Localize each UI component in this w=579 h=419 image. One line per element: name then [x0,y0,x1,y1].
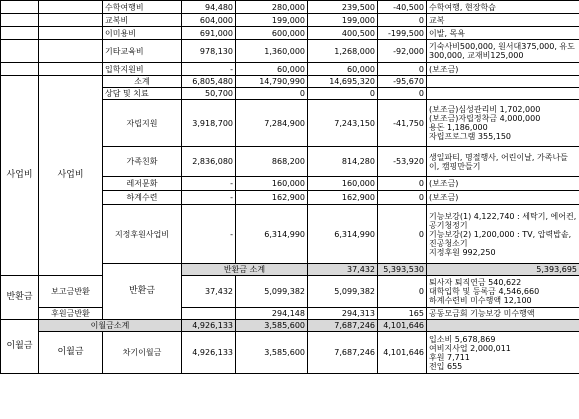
prev-amount [182,308,236,320]
section-refund-outer: 반환금 [103,264,182,320]
row-label: 소계 [103,76,182,88]
section-refund-inner: 반환금 [1,276,39,320]
prev-amount: - [182,177,236,191]
budget-amount: 280,000 [236,1,308,14]
budget-amount: 199,000 [236,14,308,27]
row-label: 지정후원사업비 [103,205,182,264]
difference: 0 [378,14,427,27]
budget-amount: 294,148 [236,308,308,320]
row-label: 교복비 [103,14,182,27]
settled-amount: 400,500 [308,27,378,40]
note: 입소비 5,678,869 여비지사업 2,000,011 후원 7,711 전입 655 [427,332,579,374]
row-label: 자립지원 [103,100,182,147]
note: 기숙사비500,000, 원서대375,000, 유도300,000, 교재비125,000 [427,40,579,63]
row-label: 입학지원비 [103,63,182,76]
settled-amount: 7,687,246 [308,332,378,374]
prev-amount: 978,130 [182,40,236,63]
prev-amount: - [182,191,236,205]
row-label: 수학여행비 [103,1,182,14]
settled-amount: 7,687,246 [308,320,378,332]
table-row [1,27,579,40]
budget-amount: 3,585,600 [236,320,308,332]
row-label: 차기이월금 [103,332,182,374]
settled-amount: 814,280 [308,147,378,177]
difference: 0 [378,276,427,308]
prev-amount: - [182,205,236,264]
settled-amount: 162,900 [308,191,378,205]
table-row [1,40,579,63]
settled-amount: 0 [308,88,378,100]
budget-amount: 6,314,990 [236,205,308,264]
row-label: 이미용비 [103,27,182,40]
table-row [1,332,579,374]
prev-amount: 37,432 [308,264,378,276]
difference: -41,750 [378,100,427,147]
section-business-inner: 사업비 [39,76,103,276]
prev-amount: - [182,63,236,76]
budget-amount: 14,790,990 [236,76,308,88]
row-label: 이월금소계 [39,320,182,332]
row-label: 레저문화 [103,177,182,191]
note: (보조금) [427,177,579,191]
settled-amount: 5,393,695 [427,264,579,276]
table-row [1,14,579,27]
note: 퇴사자 퇴직연금 540,622 대학입학 및 등록금 4,546,660 하계수련비 미수행액 12,100 [427,276,579,308]
row-label: 보고금반환 [39,276,103,308]
budget-amount: 7,284,900 [236,100,308,147]
difference: -92,000 [378,40,427,63]
note: 이발, 목욕 [427,27,579,40]
settled-amount: 199,000 [308,14,378,27]
budget-amount: 160,000 [236,177,308,191]
row-label: 상담 및 치료 [103,88,182,100]
row-label: 후원금반환 [39,308,103,320]
note [427,88,579,100]
difference: -40,500 [378,1,427,14]
prev-amount: 2,836,080 [182,147,236,177]
prev-amount: 37,432 [182,276,236,308]
note: (보조금)심성관리비 1,702,000 (보조금)자립정착금 4,000,000 용돈 1,186,000 자립프로그램 355,150 [427,100,579,147]
prev-amount: 6,805,480 [182,76,236,88]
table-row [1,276,579,308]
note: 생일파티, 명절행사, 어린이날, 가족나들이, 캠핑만들기 [427,147,579,177]
settled-amount: 5,099,382 [308,276,378,308]
note: (보조금) [427,63,579,76]
settled-amount: 7,243,150 [308,100,378,147]
budget-amount: 5,393,530 [378,264,427,276]
settled-amount: 60,000 [308,63,378,76]
prev-amount: 94,480 [182,1,236,14]
prev-amount: 4,926,133 [182,320,236,332]
row-label: 반환금 소계 [182,264,308,276]
budget-amount: 0 [236,88,308,100]
table-row [1,63,579,76]
difference: -199,500 [378,27,427,40]
budget-amount: 600,000 [236,27,308,40]
difference: 165 [378,308,427,320]
section-carryover-inner: 이월금 [39,332,103,374]
difference: 4,101,646 [378,332,427,374]
difference: -53,920 [378,147,427,177]
row-label: 기타교육비 [103,40,182,63]
table-row [1,308,579,320]
difference: 0 [378,191,427,205]
difference: 0 [378,63,427,76]
difference: 0 [378,205,427,264]
section-carryover-outer: 이월금 [1,320,39,374]
settled-amount: 14,695,320 [308,76,378,88]
prev-amount: 691,000 [182,27,236,40]
difference: 4,101,646 [378,320,427,332]
note: 수학여행, 현장학습 [427,1,579,14]
row-label: 가족친화 [103,147,182,177]
budget-amount: 162,900 [236,191,308,205]
prev-amount: 604,000 [182,14,236,27]
settled-amount: 6,314,990 [308,205,378,264]
difference: -95,670 [378,76,427,88]
settled-amount: 239,500 [308,1,378,14]
note: 교복 [427,14,579,27]
row-label: 하계수련 [103,191,182,205]
prev-amount: 4,926,133 [182,332,236,374]
section-business-outer: 사업비 [1,76,39,276]
note: 공동모금회 기능보강 미수행액 [427,308,579,320]
table-row [1,320,579,332]
budget-amount: 1,360,000 [236,40,308,63]
note [427,76,579,88]
budget-amount: 5,099,382 [236,276,308,308]
table-row [1,76,579,88]
budget-amount: 3,585,600 [236,332,308,374]
difference: 0 [378,177,427,191]
prev-amount: 3,918,700 [182,100,236,147]
note: (보조금) [427,191,579,205]
note: 기능보강(1) 4,122,740 : 세탁기, 에어컨, 공기청정기 기능보강(2) 1,200,000 : TV, 압력밥솥, 진공청소기 지정후원 992,250 [427,205,579,264]
settled-amount: 294,313 [308,308,378,320]
note [427,320,579,332]
prev-amount: 50,700 [182,88,236,100]
settled-amount: 160,000 [308,177,378,191]
settled-amount: 1,268,000 [308,40,378,63]
budget-amount: 60,000 [236,63,308,76]
table-row [1,1,579,14]
difference: 0 [378,88,427,100]
budget-amount: 868,200 [236,147,308,177]
